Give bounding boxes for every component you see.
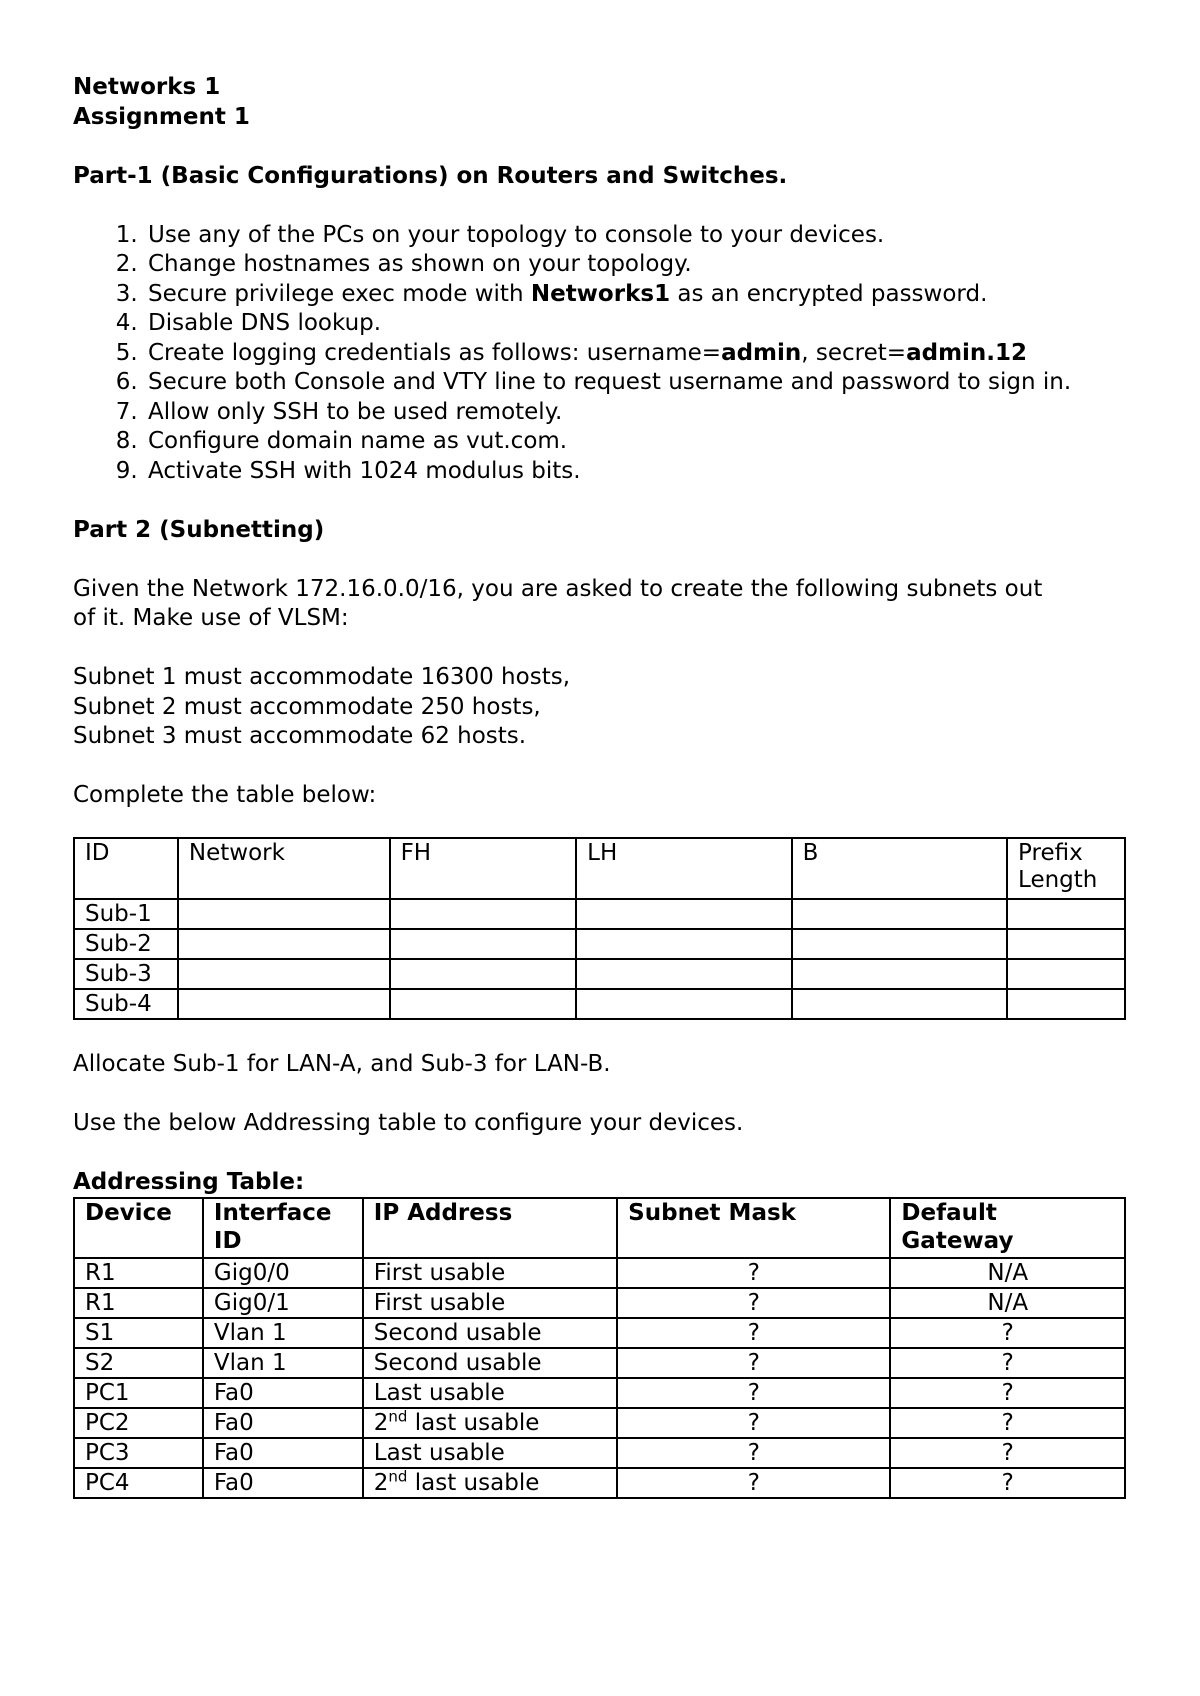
list-item: 6. Secure both Console and VTY line to request username and password to sign in. xyxy=(145,368,1133,398)
header-cell: B xyxy=(792,838,1007,899)
interface-cell: Fa0 xyxy=(203,1438,363,1468)
subnet-mask-cell: ? xyxy=(617,1408,890,1438)
empty-cell xyxy=(178,929,390,959)
empty-cell xyxy=(390,929,577,959)
row-id: Sub-3 xyxy=(74,959,178,989)
empty-cell xyxy=(792,959,1007,989)
header-cell: IP Address xyxy=(363,1198,617,1258)
table-row xyxy=(74,1318,1125,1348)
subnet-mask-cell: ? xyxy=(617,1318,890,1348)
header-cell: LH xyxy=(576,838,791,899)
part1-task-list xyxy=(73,221,1133,487)
subnet-requirement: Subnet 3 must accommodate 62 hosts. xyxy=(73,723,527,749)
row-id: Sub-1 xyxy=(74,899,178,929)
empty-cell xyxy=(390,899,577,929)
subnet-table xyxy=(73,837,1126,1020)
table-row xyxy=(74,899,1125,929)
header-cell: Device xyxy=(74,1198,203,1258)
table-row xyxy=(74,929,1125,959)
list-item: 8. Configure domain name as vut.com. xyxy=(145,427,1133,457)
list-item: 1. Use any of the PCs on your topology to console to your devices. xyxy=(145,221,1133,251)
row-id: Sub-4 xyxy=(74,989,178,1019)
subnet-mask-cell: ? xyxy=(617,1438,890,1468)
empty-cell xyxy=(1007,929,1125,959)
empty-cell xyxy=(792,899,1007,929)
default-gateway-cell: ? xyxy=(890,1468,1125,1498)
ip-address-cell: First usable xyxy=(363,1288,617,1318)
table-row xyxy=(74,1438,1125,1468)
device-cell: S2 xyxy=(74,1348,203,1378)
list-item: 4. Disable DNS lookup. xyxy=(145,309,1133,339)
empty-cell xyxy=(1007,959,1125,989)
subnet-mask-cell: ? xyxy=(617,1348,890,1378)
header-cell: ID xyxy=(74,838,178,899)
list-item: 9. Activate SSH with 1024 modulus bits. xyxy=(145,457,1133,487)
allocate-instruction: Allocate Sub-1 for LAN-A, and Sub-3 for LAN-B. xyxy=(73,1050,611,1077)
header-cell: Interface ID xyxy=(203,1198,363,1258)
device-cell: PC4 xyxy=(74,1468,203,1498)
ip-address-cell: Second usable xyxy=(363,1318,617,1348)
interface-cell: Fa0 xyxy=(203,1378,363,1408)
list-item: 5. Create logging credentials as follows: username=admin, secret=admin.12 xyxy=(145,339,1133,369)
table-row xyxy=(74,1378,1125,1408)
empty-cell xyxy=(1007,899,1125,929)
table-row xyxy=(74,989,1125,1019)
ip-address-cell: 2nd last usable xyxy=(363,1468,617,1498)
subnet-mask-cell: ? xyxy=(617,1378,890,1408)
table-row xyxy=(74,1258,1125,1288)
part2-intro: Given the Network 172.16.0.0/16, you are asked to create the following subnets out of it. Make use of VLSM: xyxy=(73,575,1043,631)
device-cell: PC3 xyxy=(74,1438,203,1468)
addressing-table-title: Addressing Table: xyxy=(73,1168,305,1195)
assignment-title: Assignment 1 xyxy=(73,103,250,130)
device-cell: S1 xyxy=(74,1318,203,1348)
addressing-table xyxy=(73,1197,1126,1499)
addressing-table-header xyxy=(74,1198,1125,1258)
part1-title: Part-1 (Basic Configurations) on Routers and Switches. xyxy=(73,162,788,189)
header-cell: FH xyxy=(390,838,577,899)
course-title: Networks 1 xyxy=(73,74,221,100)
empty-cell xyxy=(576,899,791,929)
header-cell: Network xyxy=(178,838,390,899)
subnet-mask-cell: ? xyxy=(617,1288,890,1318)
empty-cell xyxy=(178,899,390,929)
part2-title: Part 2 (Subnetting) xyxy=(73,516,325,543)
row-id: Sub-2 xyxy=(74,929,178,959)
default-gateway-cell: N/A xyxy=(890,1288,1125,1318)
interface-cell: Vlan 1 xyxy=(203,1318,363,1348)
default-gateway-cell: ? xyxy=(890,1438,1125,1468)
default-gateway-cell: ? xyxy=(890,1378,1125,1408)
table-row xyxy=(74,1348,1125,1378)
header-cell: Default Gateway xyxy=(890,1198,1125,1258)
interface-cell: Gig0/1 xyxy=(203,1288,363,1318)
default-gateway-cell: ? xyxy=(890,1348,1125,1378)
subnet-mask-cell: ? xyxy=(617,1258,890,1288)
default-gateway-cell: ? xyxy=(890,1318,1125,1348)
complete-instruction: Complete the table below: xyxy=(73,782,377,808)
interface-cell: Fa0 xyxy=(203,1468,363,1498)
list-item: 3. Secure privilege exec mode with Networks1 as an encrypted password. xyxy=(145,280,1133,310)
empty-cell xyxy=(576,959,791,989)
ip-address-cell: Last usable xyxy=(363,1438,617,1468)
device-cell: R1 xyxy=(74,1258,203,1288)
device-cell: R1 xyxy=(74,1288,203,1318)
empty-cell xyxy=(178,959,390,989)
addressing-instruction: Use the below Addressing table to configure your devices. xyxy=(73,1109,744,1136)
empty-cell xyxy=(792,989,1007,1019)
device-cell: PC2 xyxy=(74,1408,203,1438)
table-row xyxy=(74,1288,1125,1318)
device-cell: PC1 xyxy=(74,1378,203,1408)
table-row xyxy=(74,1468,1125,1498)
ip-address-cell: 2nd last usable xyxy=(363,1408,617,1438)
list-item: 7. Allow only SSH to be used remotely. xyxy=(145,398,1133,428)
empty-cell xyxy=(390,959,577,989)
subnet-table-header xyxy=(74,838,1125,899)
table-row xyxy=(74,1408,1125,1438)
ip-address-cell: First usable xyxy=(363,1258,617,1288)
ip-address-cell: Second usable xyxy=(363,1348,617,1378)
empty-cell xyxy=(576,989,791,1019)
interface-cell: Vlan 1 xyxy=(203,1348,363,1378)
ip-address-cell: Last usable xyxy=(363,1378,617,1408)
interface-cell: Gig0/0 xyxy=(203,1258,363,1288)
subnet-mask-cell: ? xyxy=(617,1468,890,1498)
empty-cell xyxy=(1007,989,1125,1019)
subnet-requirement: Subnet 2 must accommodate 250 hosts, xyxy=(73,693,541,720)
default-gateway-cell: ? xyxy=(890,1408,1125,1438)
default-gateway-cell: N/A xyxy=(890,1258,1125,1288)
empty-cell xyxy=(178,989,390,1019)
document-content xyxy=(73,73,1133,1499)
list-item: 2. Change hostnames as shown on your topology. xyxy=(145,250,1133,280)
header-cell: Prefix Length xyxy=(1007,838,1125,899)
empty-cell xyxy=(576,929,791,959)
empty-cell xyxy=(792,929,1007,959)
header-cell: Subnet Mask xyxy=(617,1198,890,1258)
interface-cell: Fa0 xyxy=(203,1408,363,1438)
empty-cell xyxy=(390,989,577,1019)
subnet-requirement: Subnet 1 must accommodate 16300 hosts, xyxy=(73,664,571,690)
table-row xyxy=(74,959,1125,989)
